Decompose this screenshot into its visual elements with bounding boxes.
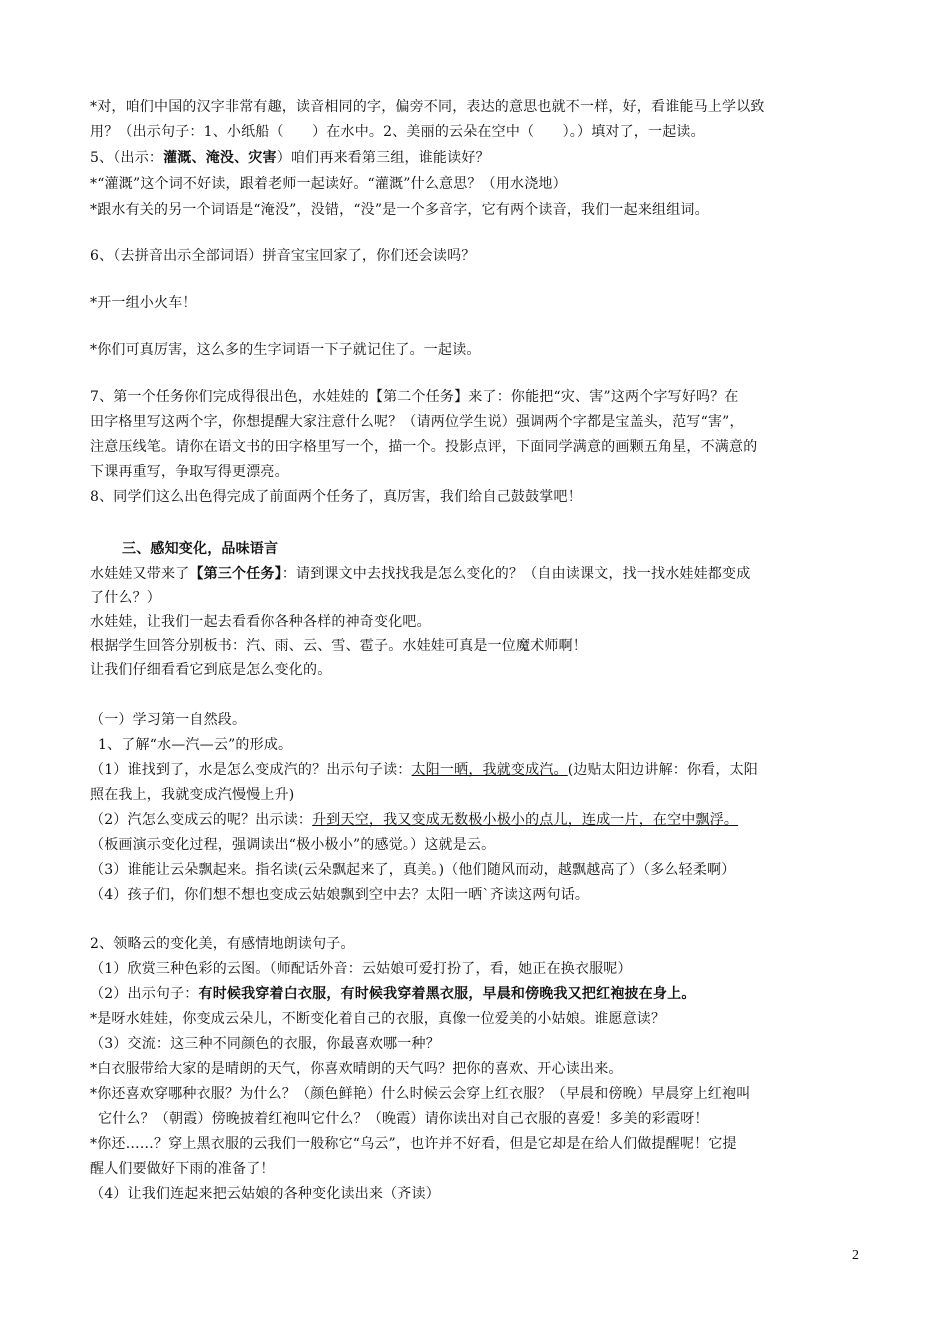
section-3-line	[90, 564, 750, 584]
paragraph-line: 醒人们要做好下雨的准备了！	[90, 1161, 275, 1177]
paragraph-line: *对，咱们中国的汉字非常有趣，读音相同的字，偏旁不同，表达的意思也就不一样，好，看谁能马上学以致	[90, 99, 765, 115]
paragraph-line: *开一组小火车！	[90, 295, 197, 311]
paragraph-line: 下课再重写，争取写得更漂亮。	[90, 464, 289, 480]
step-5-prefix: 5、（出示：	[90, 150, 164, 166]
section-3-prefix: 水娃娃又带来了	[90, 566, 190, 582]
quoted-sentence: 升到天空，我又变成无数极小极小的点儿，连成一片，在空中飘浮。	[312, 812, 739, 828]
paragraph-line: 田字格里写这两个字，你想提醒大家注意什么呢？（请两位学生说）强调两个字都是宝盖头，范写“害”，	[90, 414, 744, 430]
paragraph-line: 用？（出示句子：1、小纸船（ ）在水中。2、美丽的云朵在空中（ ）。）填对了，一起读。	[90, 124, 705, 140]
highlighted-sentence: 有时候我穿着白衣服，有时候我穿着黑衣服，早晨和傍晚我又把红袍披在身上。	[198, 986, 696, 1002]
task-3-label: 【第三个任务】	[189, 566, 282, 582]
part-1-subtitle: 1、了解“水—汽—云”的形成。	[98, 737, 293, 753]
step-6-line: 6、（去拼音出示全部词语）拼音宝宝回家了，你们还会读吗？	[90, 248, 476, 264]
section-3-suffix: ：请到课文中去找找我是怎么变化的？（自由读课文，找一找水娃娃都变成	[281, 566, 751, 582]
item-3-line: （3）交流：这三种不同颜色的衣服，你最喜欢哪一种？	[90, 1036, 440, 1052]
item-1-line: （1）欣赏三种色彩的云图。（师配话外音：云姑娘可爱打扮了，看，她正在换衣服呢）	[90, 961, 632, 977]
step-7-line: 7、第一个任务你们完成得很出色，水娃娃的【第二个任务】来了：你能把“灾、害”这两个字写好吗？在	[90, 389, 739, 405]
step-5-suffix: ）咱们再来看第三组，谁能读好？	[276, 150, 490, 166]
paragraph-line: 它什么？（朝霞）傍晚披着红袍叫它什么？（晚霞）请你读出对自己衣服的喜爱！多美的彩霞呀！	[98, 1111, 709, 1127]
part-1-title: （一）学习第一自然段。	[90, 712, 247, 728]
question-2-prefix: （2）汽怎么变成云的呢？出示读：	[90, 812, 313, 828]
paragraph-line: *你还……？穿上黑衣服的云我们一般称它“乌云”，也许并不好看，但是它却是在给人们做提醒呢！它提	[90, 1136, 737, 1152]
quoted-sentence: 太阳一晒，我就变成汽。	[411, 762, 568, 778]
paragraph-line: *白衣服带给大家的是晴朗的天气，你喜欢晴朗的天气吗？把你的喜欢、开心读出来。	[90, 1061, 623, 1077]
paragraph-line: 根据学生回答分别板书：汽、雨、云、雪、雹子。水娃娃可真是一位魔术师啊！	[90, 638, 587, 654]
paragraph-line: 让我们仔细看看它到底是怎么变化的。	[90, 662, 332, 678]
question-4-line: （4）孩子们，你们想不想也变成云姑娘飘到空中去？太阳一晒`齐读这两句话。	[90, 887, 590, 903]
paragraph-line: 水娃娃，让我们一起去看看你各种各样的神奇变化吧。	[90, 614, 431, 630]
paragraph-line: *你还喜欢穿哪种衣服？为什么？（颜色鲜艳）什么时候云会穿上红衣服？（早晨和傍晚）早晨穿上红袍叫	[90, 1086, 751, 1102]
step-8-line: 8、同学们这么出色得完成了前面两个任务了，真厉害，我们给自己鼓鼓掌吧！	[90, 489, 582, 505]
question-1-prefix: （1）谁找到了，水是怎么变成汽的？出示句子读：	[90, 762, 412, 778]
step-5-words: 灌溉、淹没、灾害	[163, 150, 277, 166]
step-5-line	[90, 148, 490, 168]
question-1-line	[90, 760, 758, 780]
question-1-suffix: (边贴太阳边讲解：你看，太阳	[567, 762, 758, 778]
part-2-title: 2、领略云的变化美，有感情地朗读句子。	[90, 936, 355, 952]
question-3-line: （3）谁能让云朵飘起来。指名读(云朵飘起来了，真美。)（他们随风而动，越飘越高了）（多么轻柔啊）	[90, 862, 736, 878]
paragraph-line: *“灌溉”这个词不好读，跟着老师一起读好。“灌溉”什么意思？（用水浇地）	[90, 176, 567, 192]
paragraph-line: 照在我上，我就变成汽慢慢上升)	[90, 787, 295, 803]
item-2-line	[90, 984, 696, 1004]
section-heading: 三、感知变化，品味语言	[122, 541, 279, 557]
item-4-line: （4）让我们连起来把云姑娘的各种变化读出来（齐读）	[90, 1186, 440, 1202]
paragraph-line: *跟水有关的另一个词语是“淹没”，没错，“没”是一个多音字，它有两个读音，我们一起来组组词。	[90, 202, 709, 218]
question-2-line	[90, 810, 738, 830]
paragraph-line: *你们可真厉害，这么多的生字词语一下子就记住了。一起读。	[90, 342, 481, 358]
paragraph-line: （板画演示变化过程，强调读出“极小极小”的感觉。）这就是云。	[90, 837, 496, 853]
item-2-prefix: （2）出示句子：	[90, 986, 199, 1002]
paragraph-line: *是呀水娃娃，你变成云朵儿，不断变化着自己的衣服，真像一位爱美的小姑娘。谁愿意读？	[90, 1011, 666, 1027]
paragraph-line: 了什么？）	[90, 590, 161, 606]
page-number: 2	[852, 1248, 859, 1263]
paragraph-line: 注意压线笔。请你在语文书的田字格里写一个，描一个。投影点评，下面同学满意的画颗五角星，不满意的	[90, 439, 758, 455]
